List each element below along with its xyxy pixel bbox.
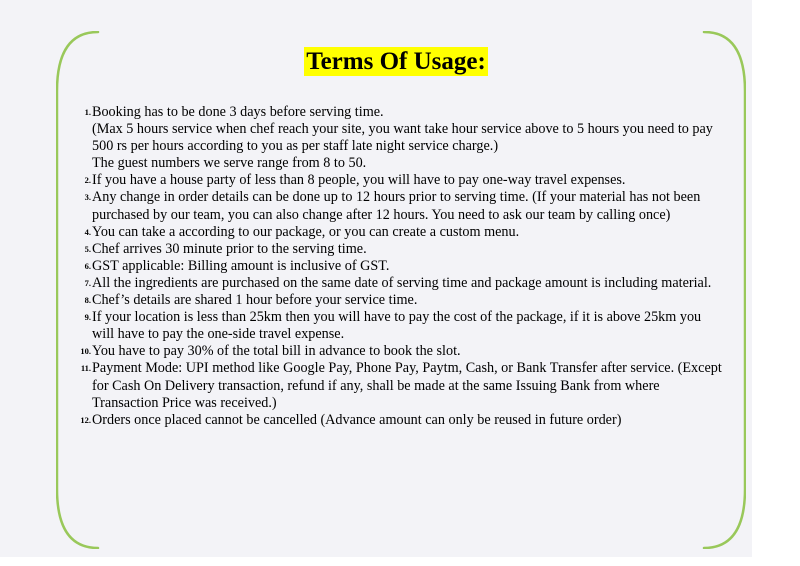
term-text: Booking has to be done 3 days before serving time. (Max 5 hours service when chef reach your site, you want take hour service above to 5 hours you need to pay 500 rs per hours according to you as per staff late night service charge.) The guest numbers we serve range from 8 to 50. [92,104,713,172]
term-number: 5. [84,243,91,254]
term-item [76,309,726,343]
term-number: 3. [84,192,91,203]
term-item [76,189,726,223]
term-number: 1. [84,107,91,117]
term-number: 12. [80,414,91,425]
term-item [76,292,726,309]
term-item [76,360,726,411]
term-item [76,275,726,292]
term-number: 4. [84,226,91,237]
term-number: 11. [80,363,91,374]
title-container [0,47,800,76]
term-text: Chef’s details are shared 1 hour before your service time. [92,292,418,309]
term-text: Chef arrives 30 minute prior to the serving time. [92,240,367,257]
term-number: 7. [84,277,91,288]
terms-list [76,104,726,429]
term-number: 8. [84,295,91,306]
page-title: Terms Of Usage: [306,48,486,75]
term-number: 10. [80,346,91,357]
term-item [76,104,726,172]
term-number: 6. [84,260,91,271]
term-text: Any change in order details can be done up to 12 hours prior to serving time. (If your material has not been purchased by our team, you can also change after 12 hours. You need to ask our team by calling once) [92,189,701,223]
term-item [76,224,726,241]
term-text: You have to pay 30% of the total bill in advance to book the slot. [92,343,461,360]
term-item [76,258,726,275]
term-item [76,172,726,189]
term-number: 2. [84,175,91,186]
term-item [76,412,726,429]
term-text: Payment Mode: UPI method like Google Pay, Phone Pay, Paytm, Cash, or Bank Transfer after service. (Except for Cash On Delivery transaction, refund if any, shall be made at the same Issuing Bank from where Transaction Price was received.) [92,360,722,411]
term-text: All the ingredients are purchased on the same date of serving time and package amount is including material. [92,274,712,291]
term-item [76,241,726,258]
term-number: 9. [84,312,91,323]
term-text: Orders once placed cannot be cancelled (Advance amount can only be reused in future order) [92,411,622,428]
term-text: If you have a house party of less than 8 people, you will have to pay one-way travel expenses. [92,172,626,189]
term-text: If your location is less than 25km then you will have to pay the cost of the package, if it is above 25km you will have to pay the one-side travel expense. [92,309,702,343]
term-text: You can take a according to our package, or you can create a custom menu. [92,223,520,240]
term-item [76,343,726,360]
term-text: GST applicable: Billing amount is inclusive of GST. [92,257,390,274]
